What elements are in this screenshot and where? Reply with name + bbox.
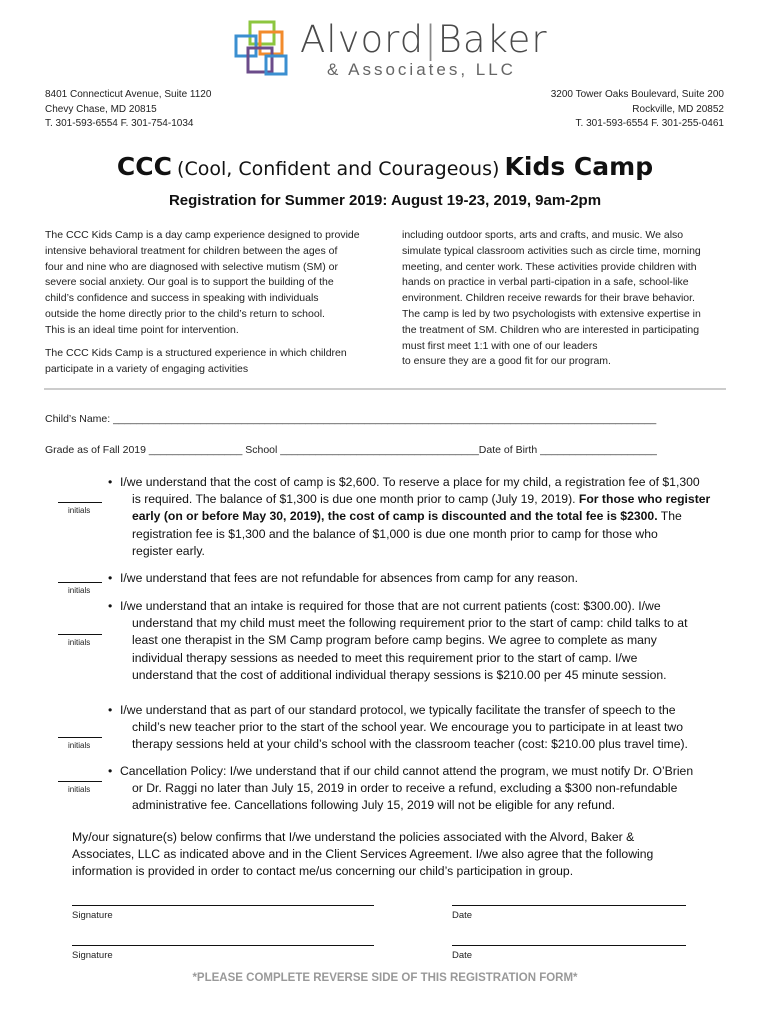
initials-label-4: initials: [68, 741, 91, 750]
child-name-field[interactable]: Child’s Name: _____________________________________________________________________________________________: [45, 413, 657, 425]
signature-line-2[interactable]: [72, 945, 374, 946]
company-subtitle: & Associates, LLC: [327, 60, 516, 79]
bullet-icon: •: [108, 764, 113, 778]
bullet-icon: •: [108, 599, 113, 613]
initials-label-5: initials: [68, 785, 91, 794]
address-left: 8401 Connecticut Avenue, Suite 1120 Chevy Chase, MD 20815 T. 301-593-6554 F. 301-754-1034: [45, 89, 212, 129]
page-title: CCC (Cool, Confident and Courageous) Kids Camp: [116, 152, 654, 181]
signature-label-1: Signature: [72, 910, 113, 921]
date-line-2[interactable]: [452, 945, 686, 946]
signature-label-2: Signature: [72, 950, 113, 961]
initials-line-2[interactable]: [58, 582, 102, 583]
policy-speech-transfer: • I/we understand that as part of our standard protocol, we typically facilitate the transfer of speech to the child’s new teacher prior to the start of the school year. We encourage you to participate in at least two therapy sessions held at your child’s school with the classroom teacher (cost: $210.00 plus travel time).: [108, 703, 688, 752]
signature-line-1[interactable]: [72, 905, 374, 906]
page-subtitle: Registration for Summer 2019: August 19-23, 2019, 9am-2pm: [168, 192, 602, 209]
footer-note: *PLEASE COMPLETE REVERSE SIDE OF THIS REGISTRATION FORM*: [192, 972, 578, 984]
initials-label-2: initials: [68, 586, 91, 595]
bullet-icon: •: [108, 475, 113, 489]
company-name: Alvord|Baker: [300, 18, 548, 61]
intro-left-paragraph-1: The CCC Kids Camp is a day camp experience designed to provide intensive behavioral treatment for children between the ages of four and nine who are diagnosed with selective mutism (SM) or severe social anxiety. Our goal is to support the building of the child’s confidence and success in speaking with individuals outside the home directly prior to the child’s return to school. This is an ideal time point for intervention.: [45, 229, 360, 336]
initials-label-3: initials: [68, 638, 91, 647]
grade-school-dob-field[interactable]: Grade as of Fall 2019 ________________ School __________________________________Date of Birth ____________________: [45, 444, 657, 456]
intro-left-paragraph-2: The CCC Kids Camp is a structured experience in which children participate in a variety of engaging activities: [45, 347, 347, 375]
section-divider: [44, 388, 726, 390]
initials-line-5[interactable]: [58, 781, 102, 782]
intro-right-paragraph: including outdoor sports, arts and crafts, and music. We also simulate typical classroom activities such as circle time, morning meeting, and center work. These activities provide children with hands on practice in verbal parti-cipation in a safe, school-like environment. Children receive rewards for their brave behavior. The camp is led by two psychologists with extensive expertise in the treatment of SM. Children who are interested in participating must first meet 1:1 with one of our leaders to ensure they are a good fit for our program.: [402, 229, 701, 368]
bullet-icon: •: [108, 703, 113, 717]
initials-line-3[interactable]: [58, 634, 102, 635]
policy-cancellation: • Cancellation Policy: I/we understand that if our child cannot attend the program, we must notify Dr. O’Brien or Dr. Raggi no later than July 15, 2019 in order to receive a refund, excluding a $300 non-refundable administrative fee. Cancellations following July 15, 2019 will not be eligible for any refund.: [108, 764, 694, 813]
date-line-1[interactable]: [452, 905, 686, 906]
date-label-1: Date: [452, 910, 473, 921]
policy-intake: • I/we understand that an intake is required for those that are not current patients (cost: $300.00). I/we understand that my child must meet the following requirement prior to the start of camp: child talks to at least one therapist in the SM Camp program before camp begins. We agree to complete as many individual therapy sessions as needed to meet this requirement prior to the start of camp. I/we understand that the cost of additional individual therapy sessions is $210.00 per 45 minute session.: [108, 599, 688, 682]
date-label-2: Date: [452, 950, 473, 961]
bullet-icon: •: [108, 571, 113, 585]
company-logo-icon: [234, 20, 294, 80]
policy-nonrefundable: • I/we understand that fees are not refundable for absences from camp for any reason.: [120, 570, 578, 587]
address-right: 3200 Tower Oaks Boulevard, Suite 200 Rockville, MD 20852 T. 301-593-6554 F. 301-255-0461: [550, 89, 724, 129]
initials-line-4[interactable]: [58, 737, 102, 738]
initials-label-1: initials: [68, 506, 91, 515]
initials-line-1[interactable]: [58, 502, 102, 503]
policy-cost: • I/we understand that the cost of camp is $2,600. To reserve a place for my child, a registration fee of $1,300 is required. The balance of $1,300 is due one month prior to camp (July 19, 2019). For those who register early (on or before May 30, 2019), the cost of camp is discounted and the total fee is $2300. The registration fee is $1,300 and the balance of $1,000 is due one month prior to camp for those who register early.: [108, 475, 711, 558]
signature-confirmation-text: My/our signature(s) below confirms that I/we understand the policies associated with the Alvord, Baker & Associates, LLC as indicated above and in the Client Services Agreement. I/we also agree that the following information is provided in order to contact me/us concerning our child’s participation in group.: [72, 830, 654, 879]
